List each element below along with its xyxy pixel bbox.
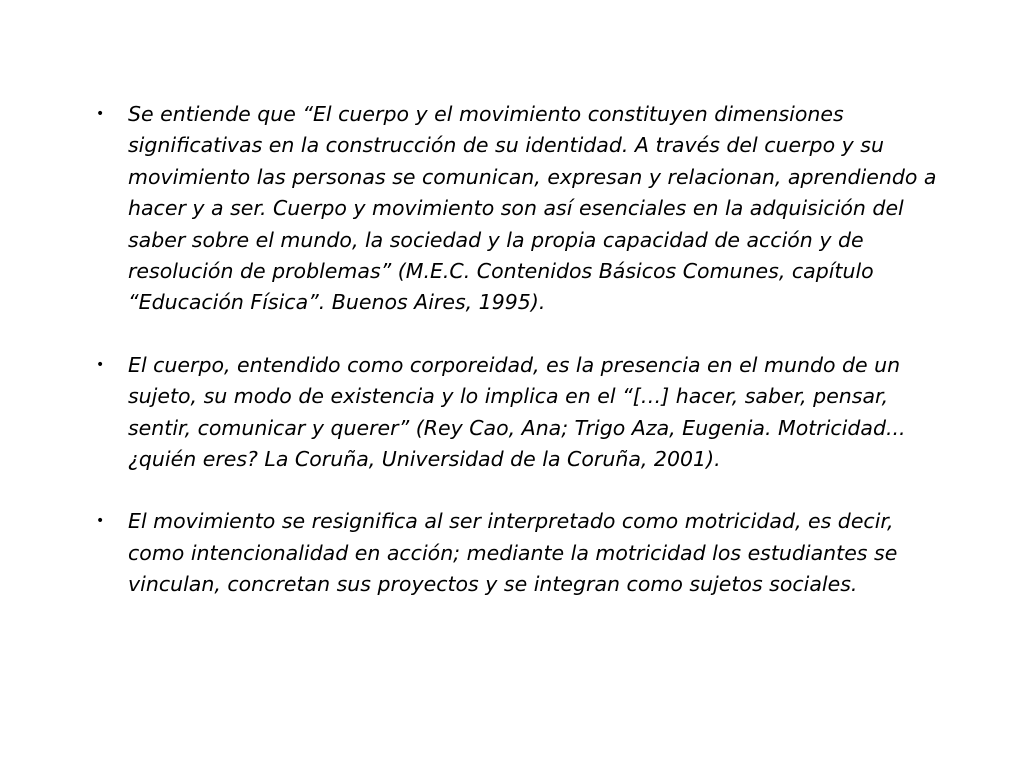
bullet-marker: • bbox=[96, 513, 105, 530]
bullet-text: Se entiende que “El cuerpo y el movimiento constituyen dimensiones significativas en la construcción de su identidad. A través del cuerpo y su movimiento las personas se comunican, expresan y relacionan, aprendiendo a hacer y a ser. Cuerpo y movimiento son así esenciales en la adquisición del saber sobre el mundo, la sociedad y la propia capacidad de acción y de resolución de problemas” (M.E.C. Contenidos Básicos Comunes, capítulo “Educación Física”. Buenos Aires, 1995). bbox=[128, 102, 937, 315]
bullet-list bbox=[96, 99, 946, 632]
bullet-item bbox=[96, 350, 946, 476]
bullet-item bbox=[96, 99, 946, 319]
bullet-item bbox=[96, 506, 946, 600]
bullet-marker: • bbox=[96, 106, 105, 122]
bullet-marker: • bbox=[96, 356, 105, 373]
bullet-text: El cuerpo, entendido como corporeidad, es la presencia en el mundo de un sujeto, su modo de existencia y lo implica en el “[…] hacer, saber, pensar, sentir, comunicar y querer” (Rey Cao, Ana; Trigo Aza, Eugenia. Motricidad... ¿quién eres? La Coruña, Universidad de la Coruña, 2001). bbox=[128, 352, 906, 472]
bullet-text: El movimiento se resignifica al ser interpretado como motricidad, es decir, como intencionalidad en acción; mediante la motricidad los estudiantes se vinculan, concretan sus proyectos y se integran como sujetos sociales. bbox=[128, 509, 898, 597]
